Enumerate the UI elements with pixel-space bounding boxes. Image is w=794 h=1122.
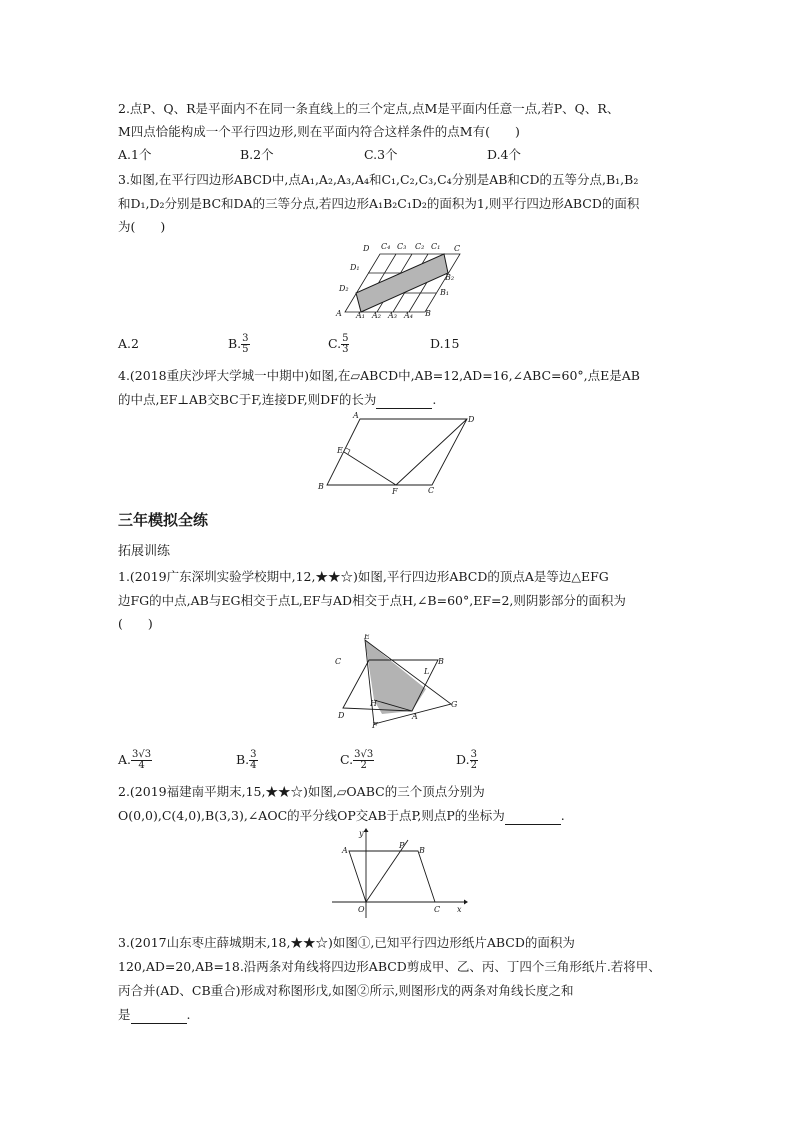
q2-option-b: B.2个 (240, 147, 274, 162)
label-x: x (457, 905, 462, 914)
e1-line2: 边FG的中点,AB与EG相交于点L,EF与AD相交于点H,∠B=60°,EF=2,则阴影部分的面积为 (118, 593, 626, 608)
label-a1: A₁ (356, 311, 365, 320)
section-title: 三年模拟全练 (118, 511, 209, 529)
e2-figure (330, 826, 470, 921)
label-c: C (434, 905, 441, 914)
q3-figure (335, 238, 470, 320)
label-b2: B₂ (445, 273, 455, 282)
label-f: F (372, 721, 378, 729)
label-y: y (359, 829, 364, 838)
label-b: B (318, 482, 324, 491)
label-b: B (419, 846, 425, 855)
label-c2: C₂ (415, 242, 425, 251)
label-g: G (451, 700, 458, 709)
q4-line2: 的中点,EF⊥AB交BC于F,连接DF,则DF的长为 . (118, 392, 437, 407)
label-d2: D₂ (339, 284, 349, 293)
label-c1: C₁ (431, 242, 441, 251)
e1-line1: 1.(2019广东深圳实验学校期中,12,★★☆)如图,平行四边形ABCD的顶点A是等边△EFG (118, 569, 609, 584)
q3-line2: 和D₁,D₂分别是BC和DA的三等分点,若四边形A₁B₂C₁D₂的面积为1,则平行四边形ABCD的面积 (118, 196, 640, 211)
label-c: C (454, 244, 461, 253)
label-d1: D₁ (350, 263, 360, 272)
q3-option-b: B. $\frac{3}{5}$ (228, 333, 249, 355)
e1-line3: ( ) (118, 616, 153, 631)
label-a: A (412, 712, 418, 721)
shaded-quadrilateral (356, 254, 448, 312)
label-a: A (342, 846, 348, 855)
parallelogram-abcd (327, 419, 467, 485)
parallelogram-oabc (349, 851, 435, 902)
q4-line1: 4.(2018重庆沙坪大学城一中期中)如图,在▱ABCD中,AB=12,AD=16,∠ABC=60°,点E是AB (118, 368, 640, 383)
label-a: A (353, 411, 359, 420)
label-b: B (425, 309, 431, 318)
label-c: C (428, 486, 435, 495)
q3-line3: 为( ) (118, 219, 166, 234)
label-b: B (438, 657, 444, 666)
label-c: C (335, 657, 342, 666)
label-h: H (370, 699, 377, 708)
e3-line1: 3.(2017山东枣庄薛城期末,18,★★☆)如图①,已知平行四边形纸片ABCD的面积为 (118, 935, 575, 950)
e1-option-a: A. $\frac{3√3}{4}$ (118, 749, 152, 771)
e1-option-b: B. $\frac{3}{4}$ (236, 749, 257, 771)
q2-option-d: D.4个 (487, 147, 522, 162)
q3-option-a: A.2 (118, 336, 139, 351)
label-o: O (358, 905, 365, 914)
e1-option-c: C. $\frac{3√3}{2}$ (340, 749, 374, 771)
e3-line3: 丙合并(AD、CB重合)形成对称图形戊,如图②所示,则图形戊的两条对角线长度之和 (118, 983, 574, 998)
q2-line1: 2.点P、Q、R是平面内不在同一条直线上的三个定点,点M是平面内任意一点,若P、Q、R、 (118, 101, 620, 116)
q2-option-a: A.1个 (118, 147, 152, 162)
q2-option-c: C.3个 (364, 147, 398, 162)
label-a3: A₃ (388, 311, 397, 320)
label-b1: B₁ (440, 288, 450, 297)
label-d: D (338, 711, 345, 720)
subsection-title: 拓展训练 (118, 544, 171, 559)
label-c3: C₃ (397, 242, 407, 251)
label-a4: A₄ (404, 311, 413, 320)
e1-figure (330, 634, 460, 729)
label-e: E (337, 446, 343, 455)
q3-line1: 3.如图,在平行四边形ABCD中,点A₁,A₂,A₃,A₄和C₁,C₂,C₃,C₄分别是AB和CD的五等分点,B₁,B₂ (118, 172, 639, 187)
label-p: P (399, 841, 405, 850)
label-d: D (363, 244, 370, 253)
q2-line2: M四点恰能构成一个平行四边形,则在平面内符合这样条件的点M有( ) (118, 124, 520, 139)
e1-option-d: D. $\frac{3}{2}$ (456, 749, 477, 771)
label-c4: C₄ (381, 242, 391, 251)
e2-line1: 2.(2019福建南平期末,15,★★☆)如图,▱OABC的三个顶点分别为 (118, 784, 485, 799)
label-a2: A₂ (372, 311, 381, 320)
label-l: L (424, 667, 430, 676)
label-a: A (336, 309, 342, 318)
label-f: F (392, 487, 398, 495)
e3-line2: 120,AD=20,AB=18.沿两条对角线将四边形ABCD剪成甲、乙、丙、丁四个三角形纸片.若将甲、 (118, 959, 661, 974)
q4-figure (315, 410, 480, 495)
e2-line2: O(0,0),C(4,0),B(3,3),∠AOC的平分线OP交AB于点P,则点P的坐标为 . (118, 808, 565, 823)
e3-line4: 是 . (118, 1007, 191, 1022)
q3-option-c: C. $\frac{5}{3}$ (328, 333, 349, 355)
label-e: E (364, 634, 370, 641)
q3-option-d: D.15 (430, 336, 460, 351)
label-d: D (468, 415, 475, 424)
